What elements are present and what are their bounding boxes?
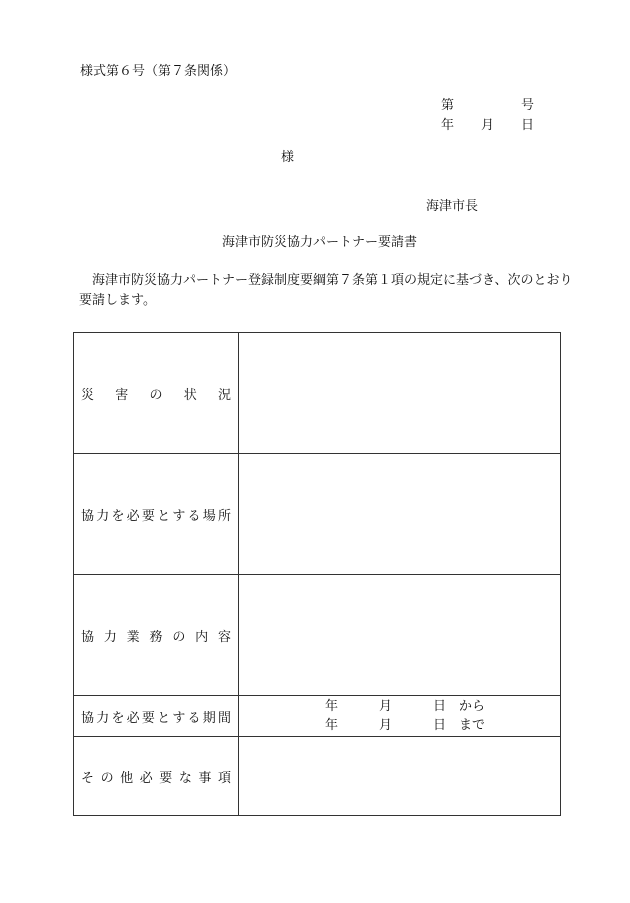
row-label-char: 害: [115, 387, 129, 403]
row-label-char: の: [149, 387, 163, 403]
row-label-char: 協: [81, 710, 95, 726]
row-label-char: 業: [126, 629, 140, 645]
row-label-char: と: [157, 508, 171, 524]
row-label-cell: [74, 575, 239, 695]
period-start-year-label: 年: [325, 699, 339, 714]
table-row-location: [74, 454, 560, 575]
row-label-char: 務: [149, 629, 163, 645]
row-label: [81, 767, 231, 786]
row-label-char: 事: [198, 770, 212, 786]
row-label-char: 必: [126, 710, 140, 726]
row-label-char: 力: [96, 508, 110, 524]
work-content-field[interactable]: [239, 575, 560, 695]
row-label-char: 要: [141, 508, 155, 524]
row-label-char: 容: [217, 629, 231, 645]
issuer-name: 海津市長: [426, 199, 479, 214]
row-label-char: 協: [81, 508, 95, 524]
row-label: [81, 384, 231, 403]
request-table: [73, 332, 561, 816]
row-label-char: 力: [96, 710, 110, 726]
addressee-suffix: 様: [281, 150, 295, 165]
location-field[interactable]: [239, 454, 560, 574]
row-label-char: の: [172, 629, 186, 645]
date-year-label: 年: [441, 118, 455, 133]
disaster-status-field[interactable]: [239, 333, 560, 453]
row-label-char: 場: [202, 508, 216, 524]
period-until-label: まで: [459, 718, 486, 733]
table-row-other-matters: [74, 737, 560, 815]
period-end-line: [239, 718, 560, 734]
row-label-char: を: [111, 508, 125, 524]
row-label: [81, 505, 231, 524]
period-end-day-label: 日: [433, 718, 447, 733]
period-start-line: [239, 699, 560, 715]
row-label-char: な: [178, 770, 192, 786]
row-label: [81, 626, 231, 645]
other-matters-field[interactable]: [239, 737, 560, 815]
document-title: 海津市防災協力パートナー要請書: [222, 235, 418, 250]
period-end-month-label: 月: [379, 718, 393, 733]
row-label-char: 状: [183, 387, 197, 403]
row-label-char: そ: [81, 770, 95, 786]
row-label-char: 要: [159, 770, 173, 786]
row-label-char: 要: [141, 710, 155, 726]
row-label-cell: [74, 696, 239, 736]
row-label-char: 災: [81, 387, 95, 403]
row-label-char: 必: [126, 508, 140, 524]
period-start-day-label: 日: [433, 699, 447, 714]
row-label-char: 況: [217, 387, 231, 403]
date-day-label: 日: [521, 118, 535, 133]
row-label-char: 協: [81, 629, 95, 645]
period-start-month-label: 月: [379, 699, 393, 714]
table-row-period: [74, 696, 560, 737]
row-label-char: る: [187, 508, 201, 524]
row-label-cell: [74, 454, 239, 574]
row-label-char: 必: [139, 770, 153, 786]
row-label-char: 所: [217, 508, 231, 524]
body-text: 海津市防災協力パートナー登録制度要綱第７条第１項の規定に基づき、次のとおり要請します。: [79, 273, 573, 308]
row-label-char: を: [111, 710, 125, 726]
row-label-char: 他: [120, 770, 134, 786]
row-label-char: 項: [217, 770, 231, 786]
row-label-cell: [74, 737, 239, 815]
row-label-char: の: [100, 770, 114, 786]
row-label-char: 期: [202, 710, 216, 726]
form-number: 様式第６号（第７条関係）: [80, 64, 237, 79]
row-label-char: す: [172, 508, 186, 524]
row-label: [81, 707, 231, 726]
document-number-label: 第: [441, 98, 455, 113]
date-month-label: 月: [481, 118, 495, 133]
document-number-suffix: 号: [521, 98, 535, 113]
period-from-label: から: [459, 699, 486, 714]
row-label-char: す: [172, 710, 186, 726]
row-label-char: 力: [103, 629, 117, 645]
table-row-work-content: [74, 575, 560, 696]
row-label-char: と: [157, 710, 171, 726]
period-end-year-label: 年: [325, 718, 339, 733]
table-row-disaster-status: [74, 333, 560, 454]
row-label-cell: [74, 333, 239, 453]
row-label-char: る: [187, 710, 201, 726]
period-field[interactable]: [239, 696, 560, 736]
row-label-char: 間: [217, 710, 231, 726]
row-label-char: 内: [195, 629, 209, 645]
